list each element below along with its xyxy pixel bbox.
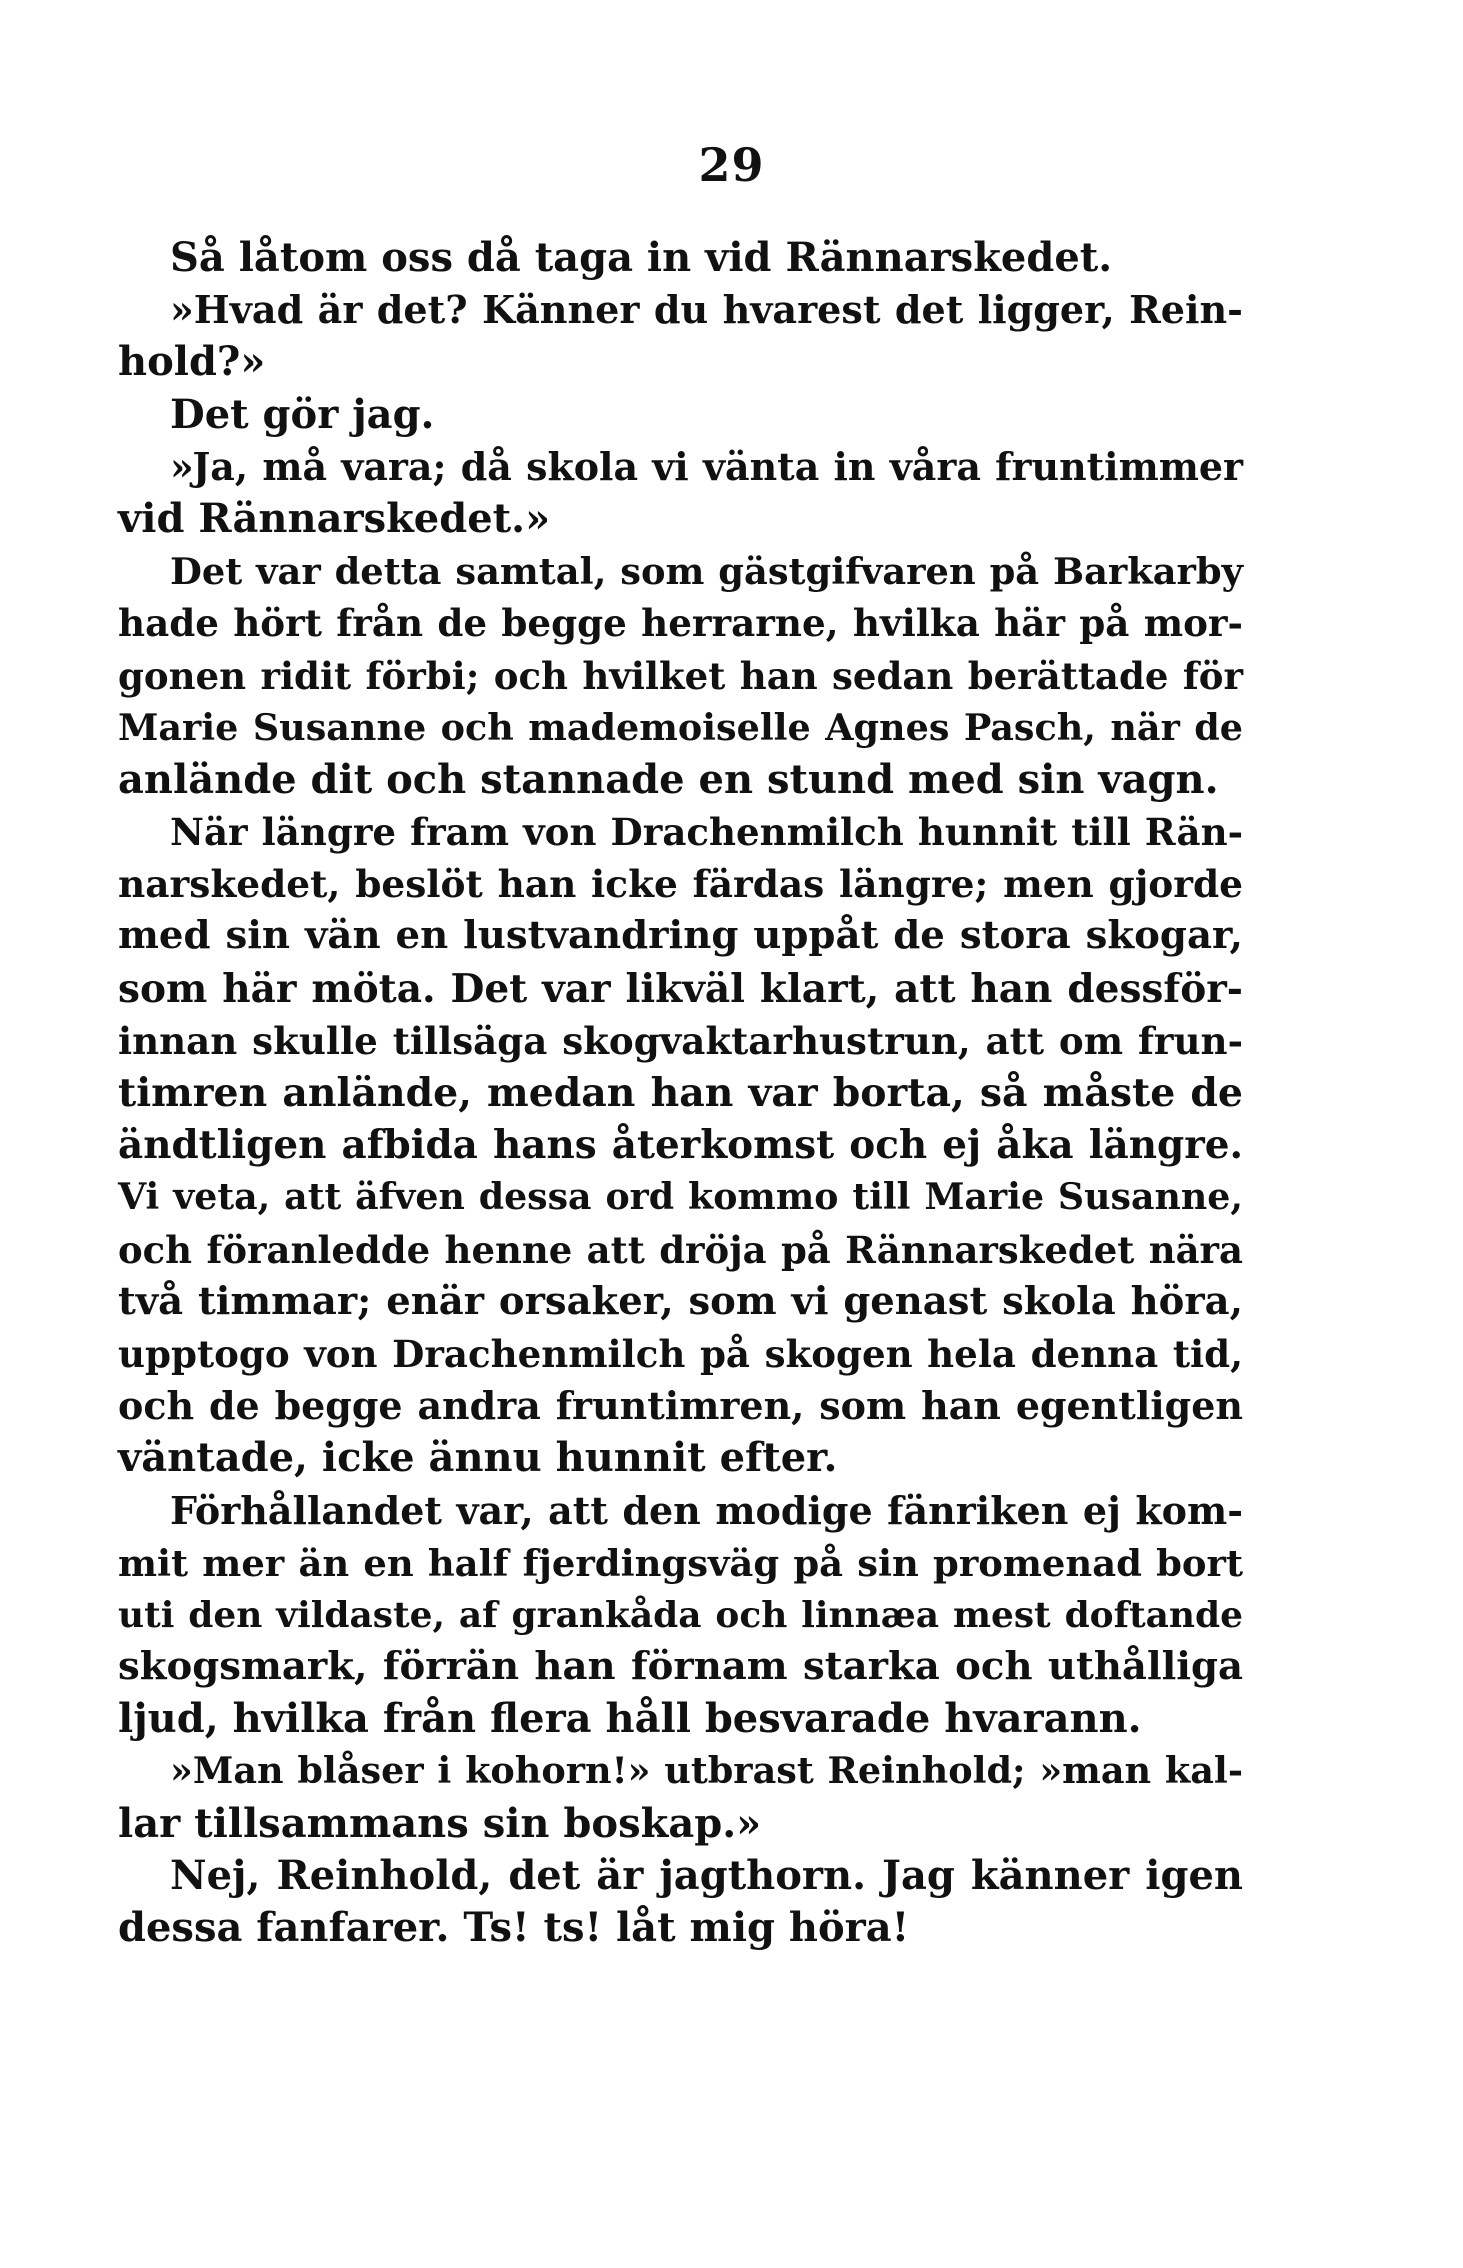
text-line: Vi veta, att äfven dessa ord kommo till Marie Susanne, bbox=[118, 1175, 1243, 1219]
text-line: dessa fanfarer. Ts! ts! låt mig höra! bbox=[118, 1904, 910, 1951]
text-line: »Hvad är det? Känner du hvarest det ligger, Rein- bbox=[170, 287, 1243, 333]
text-line: innan skulle tillsäga skogvaktarhustrun, att om frun- bbox=[118, 1018, 1243, 1063]
text-line: hade hört från de begge herrarne, hvilka här på mor- bbox=[118, 601, 1243, 646]
text-line: väntade, icke ännu hunnit efter. bbox=[118, 1434, 838, 1482]
text-line: Det gör jag. bbox=[170, 390, 435, 438]
text-line: Nej, Reinhold, det är jagthorn. Jag känner igen bbox=[170, 1851, 1243, 1899]
text-line: ändtligen afbida hans återkomst och ej åka längre. bbox=[118, 1122, 1243, 1169]
body-text bbox=[118, 232, 1243, 1954]
text-line: mit mer än en half fjerdingsväg på sin promenad bort bbox=[118, 1540, 1243, 1585]
text-line: gonen ridit förbi; och hvilket han sedan berättade för bbox=[118, 653, 1243, 698]
text-line: ljud, hvilka från flera håll besvarade hvarann. bbox=[118, 1695, 1142, 1743]
text-line: två timmar; enär orsaker, som vi genast skola höra, bbox=[118, 1278, 1243, 1324]
text-line: vid Rännarskedet.» bbox=[118, 494, 551, 542]
text-line: När längre fram von Drachenmilch hunnit till Rän- bbox=[170, 810, 1243, 855]
text-line: skogsmark, förrän han förnam starka och uthålliga bbox=[118, 1644, 1243, 1690]
text-line: »Ja, må vara; då skola vi vänta in våra fruntimmer bbox=[170, 443, 1243, 489]
text-line: Förhållandet var, att den modige fänriken ej kom- bbox=[170, 1487, 1243, 1533]
text-line: »Man blåser i kohorn!» utbrast Reinhold; »man kal- bbox=[170, 1749, 1243, 1793]
text-line: anlände dit och stannade en stund med sin vagn. bbox=[118, 755, 1219, 803]
page-number: 29 bbox=[698, 138, 765, 192]
text-line: upptogo von Drachenmilch på skogen hela denna tid, bbox=[118, 1331, 1243, 1376]
text-line: och de begge andra fruntimren, som han egentligen bbox=[118, 1383, 1243, 1429]
text-line: hold?» bbox=[118, 338, 266, 386]
text-line: lar tillsammans sin boskap.» bbox=[118, 1799, 762, 1847]
text-line: uti den vildaste, af grankåda och linnæa mest doftande bbox=[118, 1593, 1243, 1636]
text-line: narskedet, beslöt han icke färdas längre; men gjorde bbox=[118, 862, 1243, 907]
text-line: Marie Susanne och mademoiselle Agnes Pasch, när de bbox=[118, 705, 1243, 749]
text-line: och föranledde henne att dröja på Rännarskedet nära bbox=[118, 1227, 1243, 1272]
text-line: med sin vän en lustvandring uppåt de stora skogar, bbox=[118, 913, 1243, 959]
text-line: Det var detta samtal, som gästgifvaren på Barkarby bbox=[170, 549, 1243, 594]
text-line: som här möta. Det var likväl klart, att han dessför- bbox=[118, 965, 1243, 1012]
text-line: Så låtom oss då taga in vid Rännarskedet. bbox=[170, 234, 1113, 281]
text-line: timren anlände, medan han var borta, så måste de bbox=[118, 1070, 1243, 1116]
